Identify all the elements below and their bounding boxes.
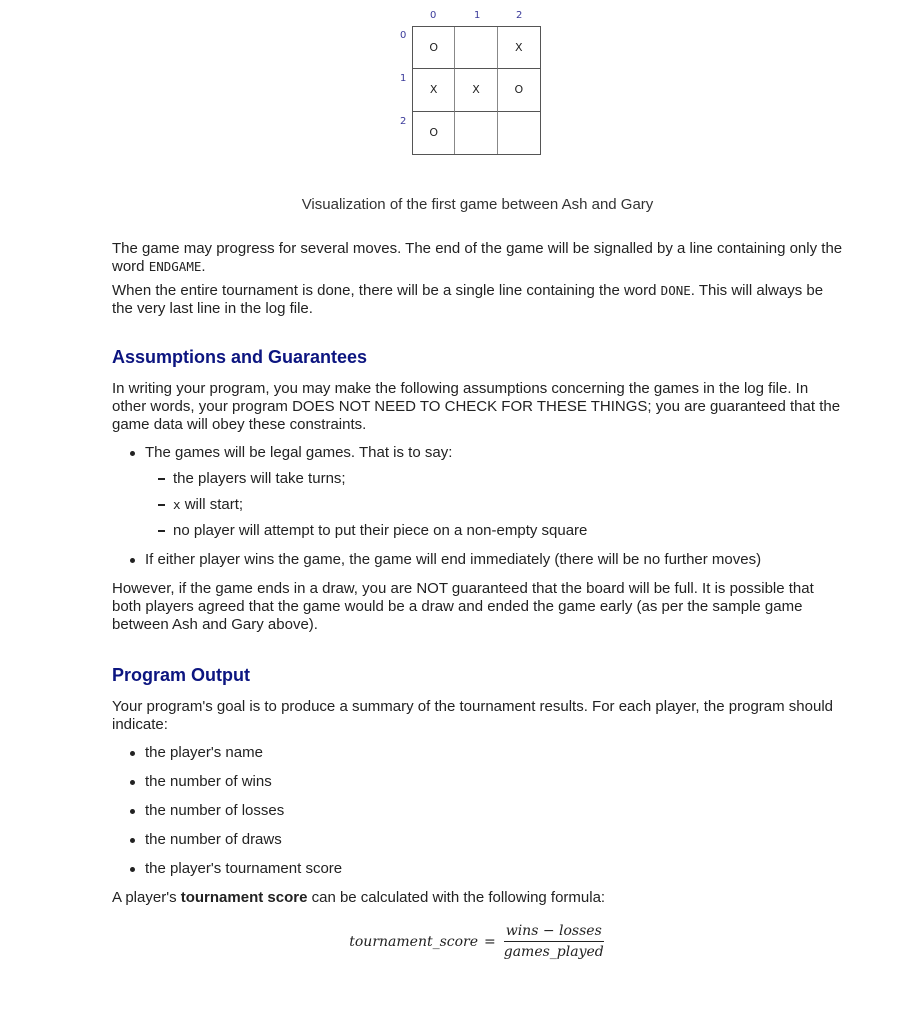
draw-paragraph: However, if the game ends in a draw, you are NOT guaranteed that the board will be full. It is possible that both players agreed that the game would be a draw and ended the game early (as per the sample game between Ash and Gary above).: [112, 580, 814, 633]
sub-item-text: the players will take turns;: [173, 470, 346, 487]
board-cell-1-1: X: [455, 69, 497, 111]
output-intro: Your program's goal is to produce a summary of the tournament results. For each player, the program should indicate:: [112, 698, 834, 733]
board-visualization: [392, 10, 552, 160]
output-list: [112, 744, 843, 878]
done-paragraph: [112, 282, 843, 318]
column-labels: [412, 10, 542, 24]
board-figure: [112, 0, 843, 225]
board-cell-1-0: X: [413, 69, 455, 111]
sub-list-item: [158, 522, 843, 540]
done-text: When the entire tournament is done, there will be a single line containing the word: [112, 282, 661, 299]
sub-list-item: [158, 470, 843, 488]
bullet-icon: [130, 780, 135, 785]
board-cell-0-0: O: [413, 27, 455, 69]
board-cell-1-2: O: [498, 69, 540, 111]
list-item: [130, 444, 843, 540]
list-item-text: the player's name: [145, 744, 263, 761]
program-output-heading: Program Output: [112, 665, 250, 685]
score-paragraph: [112, 889, 843, 907]
done-code: DONE: [660, 283, 691, 298]
list-item: [130, 831, 843, 849]
bullet-icon: [130, 838, 135, 843]
list-item: [130, 860, 843, 878]
list-item-text: the number of draws: [145, 831, 282, 848]
bullet-icon: [130, 751, 135, 756]
legal-games-sublist: [145, 470, 843, 540]
row-label-2: 2: [400, 116, 407, 127]
row-label-0: 0: [400, 30, 407, 41]
endgame-text: The game may progress for several moves. The end of the game will be signalled by a line containing only the word: [112, 240, 843, 275]
col-label-1: 1: [474, 10, 481, 21]
board-cell-0-1: [455, 27, 497, 69]
score-text-suffix: can be calculated with the following formula:: [307, 889, 606, 906]
list-item: [130, 551, 843, 569]
endgame-paragraph: [112, 240, 843, 276]
done-text-end: . This will always be the very last line in the log file.: [112, 282, 824, 317]
list-item: [130, 744, 843, 762]
assumptions-list: [112, 444, 843, 569]
score-formula: [112, 923, 843, 960]
formula-fraction: [502, 923, 606, 960]
dash-icon: [158, 530, 165, 532]
list-item: [130, 773, 843, 791]
formula-numerator: wins − losses: [504, 923, 604, 942]
formula-denominator: games_played: [503, 944, 604, 960]
document-body: [112, 240, 843, 960]
tic-tac-toe-board: [412, 26, 541, 155]
row-label-1: 1: [400, 73, 407, 84]
sub-item-text: no player will attempt to put their piece on a non-empty square: [173, 522, 588, 539]
list-item-text: the number of losses: [145, 802, 285, 819]
score-text-prefix: A player's: [112, 889, 181, 906]
board-cell-0-2: X: [498, 27, 540, 69]
x-code: x: [173, 497, 181, 512]
dash-icon: [158, 478, 165, 480]
bullet-icon: [130, 809, 135, 814]
endgame-code: ENDGAME: [148, 259, 202, 274]
list-item-text: The games will be legal games. That is to say:: [145, 444, 453, 461]
assumptions-heading: Assumptions and Guarantees: [112, 347, 368, 367]
col-label-0: 0: [430, 10, 437, 21]
bullet-icon: [130, 558, 135, 563]
formula-lhs: tournament_score: [349, 933, 479, 950]
board-cell-2-0: O: [413, 112, 455, 154]
figure-caption: Visualization of the first game between Ash and Gary: [301, 196, 654, 213]
board-cell-2-1: [455, 112, 497, 154]
bullet-icon: [130, 867, 135, 872]
formula-equals: =: [484, 933, 496, 950]
sub-list-item: [158, 496, 843, 514]
dash-icon: [158, 504, 165, 506]
col-label-2: 2: [516, 10, 523, 21]
list-item-text: If either player wins the game, the game will end immediately (there will be no further moves): [145, 551, 762, 568]
list-item: [130, 802, 843, 820]
list-item-text: the number of wins: [145, 773, 272, 790]
score-term: tournament score: [180, 889, 308, 906]
endgame-text-end: .: [201, 258, 206, 275]
bullet-icon: [130, 451, 135, 456]
list-item-text: the player's tournament score: [145, 860, 343, 877]
board-cell-2-2: [498, 112, 540, 154]
sub-item-text: will start;: [180, 496, 244, 513]
assumptions-intro: In writing your program, you may make the following assumptions concerning the games in the log file. In other words, your program DOES NOT NEED TO CHECK FOR THESE THINGS; you are guaranteed that the game data will obey these constraints.: [112, 380, 841, 433]
